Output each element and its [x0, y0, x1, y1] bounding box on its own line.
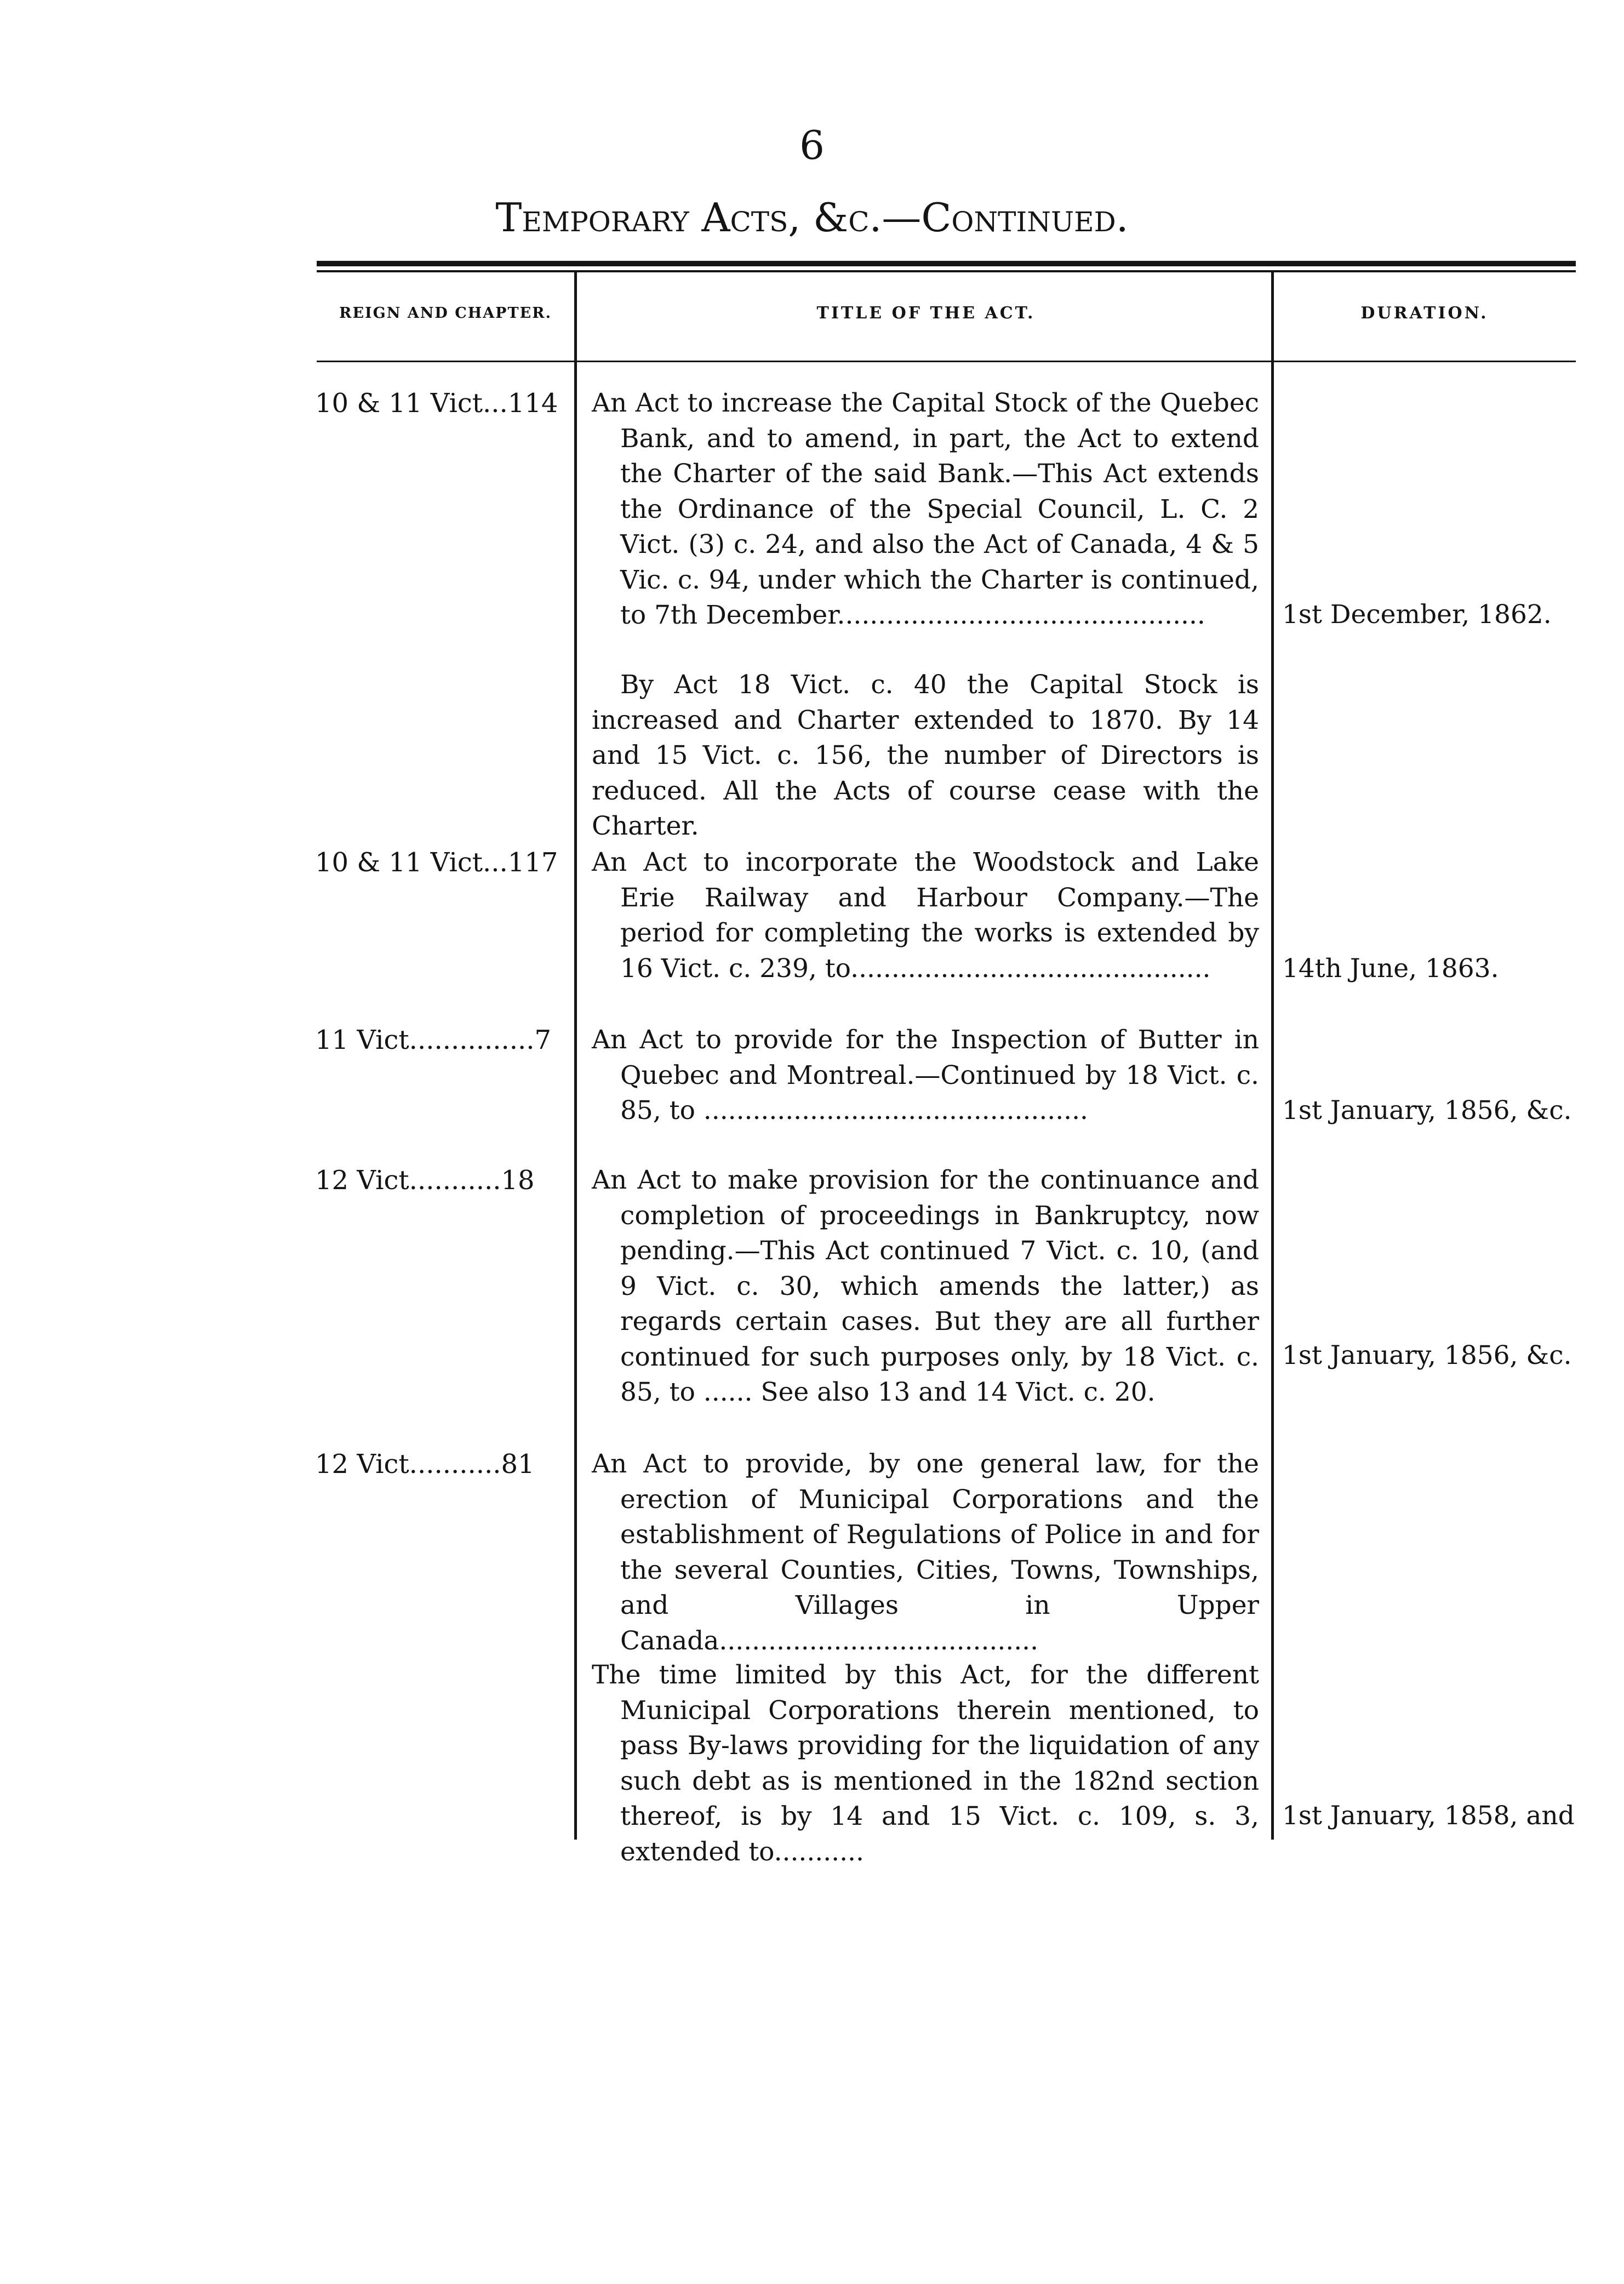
act-note	[592, 667, 1259, 844]
act-title	[592, 1447, 1259, 1659]
header-duration: DURATION.	[1360, 304, 1489, 323]
duration-cell: 1st December, 1862.	[1282, 599, 1552, 630]
act-note-text: By Act 18 Vict. c. 40 the Capital Stock is increased and Charter extended to 1870. By 14 and 15 Vict. c. 156, the number of Directors is reduced. All the Acts of course cease with the Charter.	[592, 670, 1259, 841]
act-title	[592, 386, 1259, 633]
act-title-text: An Act to provide for the Inspection of Butter in Quebec and Montreal.—Continued by 18 Vict. c. 85, to ...............................................	[592, 1025, 1259, 1126]
header-bottom-rule	[317, 361, 1576, 362]
act-title-text: An Act to increase the Capital Stock of the Quebec Bank, and to amend, in part, the Act to extend the Charter of the said Bank.—This Act extends the Ordinance of the Special Council, L. C. 2 Vict. (3) c. 24, and also the Act of Canada, 4 & 5 Vic. c. 94, under which the Charter is continued, to 7th December.............................................	[592, 388, 1259, 630]
table-top-rule-thin	[317, 270, 1576, 272]
running-title-text: Temporary Acts, &c.—Continued.	[495, 195, 1129, 241]
header-reign: REIGN AND CHAPTER.	[339, 305, 552, 322]
column-divider-right	[1271, 272, 1274, 1840]
table-top-rule-thick	[317, 261, 1576, 266]
duration-cell: 14th June, 1863.	[1282, 953, 1499, 984]
duration-cell: 1st January, 1856, &c.	[1282, 1095, 1572, 1126]
act-title-text: An Act to provide, by one general law, for the erection of Municipal Corporations and the establishment of Regulations of Police in and for the several Counties, Cities, Towns, Townships, and Villages in Upper Canada.......................................	[592, 1449, 1259, 1656]
reign-cell: 12 Vict...........18	[315, 1165, 535, 1196]
act-note	[592, 1658, 1259, 1870]
header-title: TITLE OF THE ACT.	[816, 304, 1036, 323]
act-title	[592, 1023, 1259, 1129]
reign-cell: 10 & 11 Vict...114	[315, 388, 558, 419]
running-title	[0, 195, 1624, 241]
column-divider-left	[574, 272, 577, 1840]
act-title-text: An Act to make provision for the continuance and completion of proceedings in Bankruptcy, now pending.—This Act continued 7 Vict. c. 10, (and 9 Vict. c. 30, which amends the latter,) as regards certain cases. But they are all further continued for such purposes only, by 18 Vict. c. 85, to ...... See also 13 and 14 Vict. c. 20.	[592, 1165, 1259, 1407]
duration-cell: 1st January, 1858, and	[1282, 1801, 1575, 1831]
duration-cell: 1st January, 1856, &c.	[1282, 1340, 1572, 1371]
act-title	[592, 1163, 1259, 1411]
act-note-text: The time limited by this Act, for the different Municipal Corporations therein mentioned, to pass By-laws providing for the liquidation of any such debt as is mentioned in the 182nd section thereof, is by 14 and 15 Vict. c. 109, s. 3, extended to...........	[592, 1660, 1259, 1867]
act-title-text: An Act to incorporate the Woodstock and Lake Erie Railway and Harbour Company.—The period for completing the works is extended by 16 Vict. c. 239, to............................................	[592, 847, 1259, 984]
page-number: 6	[799, 122, 825, 168]
reign-cell: 10 & 11 Vict...117	[315, 847, 558, 878]
reign-cell: 12 Vict...........81	[315, 1449, 535, 1480]
act-title	[592, 845, 1259, 986]
reign-cell: 11 Vict...............7	[315, 1025, 552, 1055]
